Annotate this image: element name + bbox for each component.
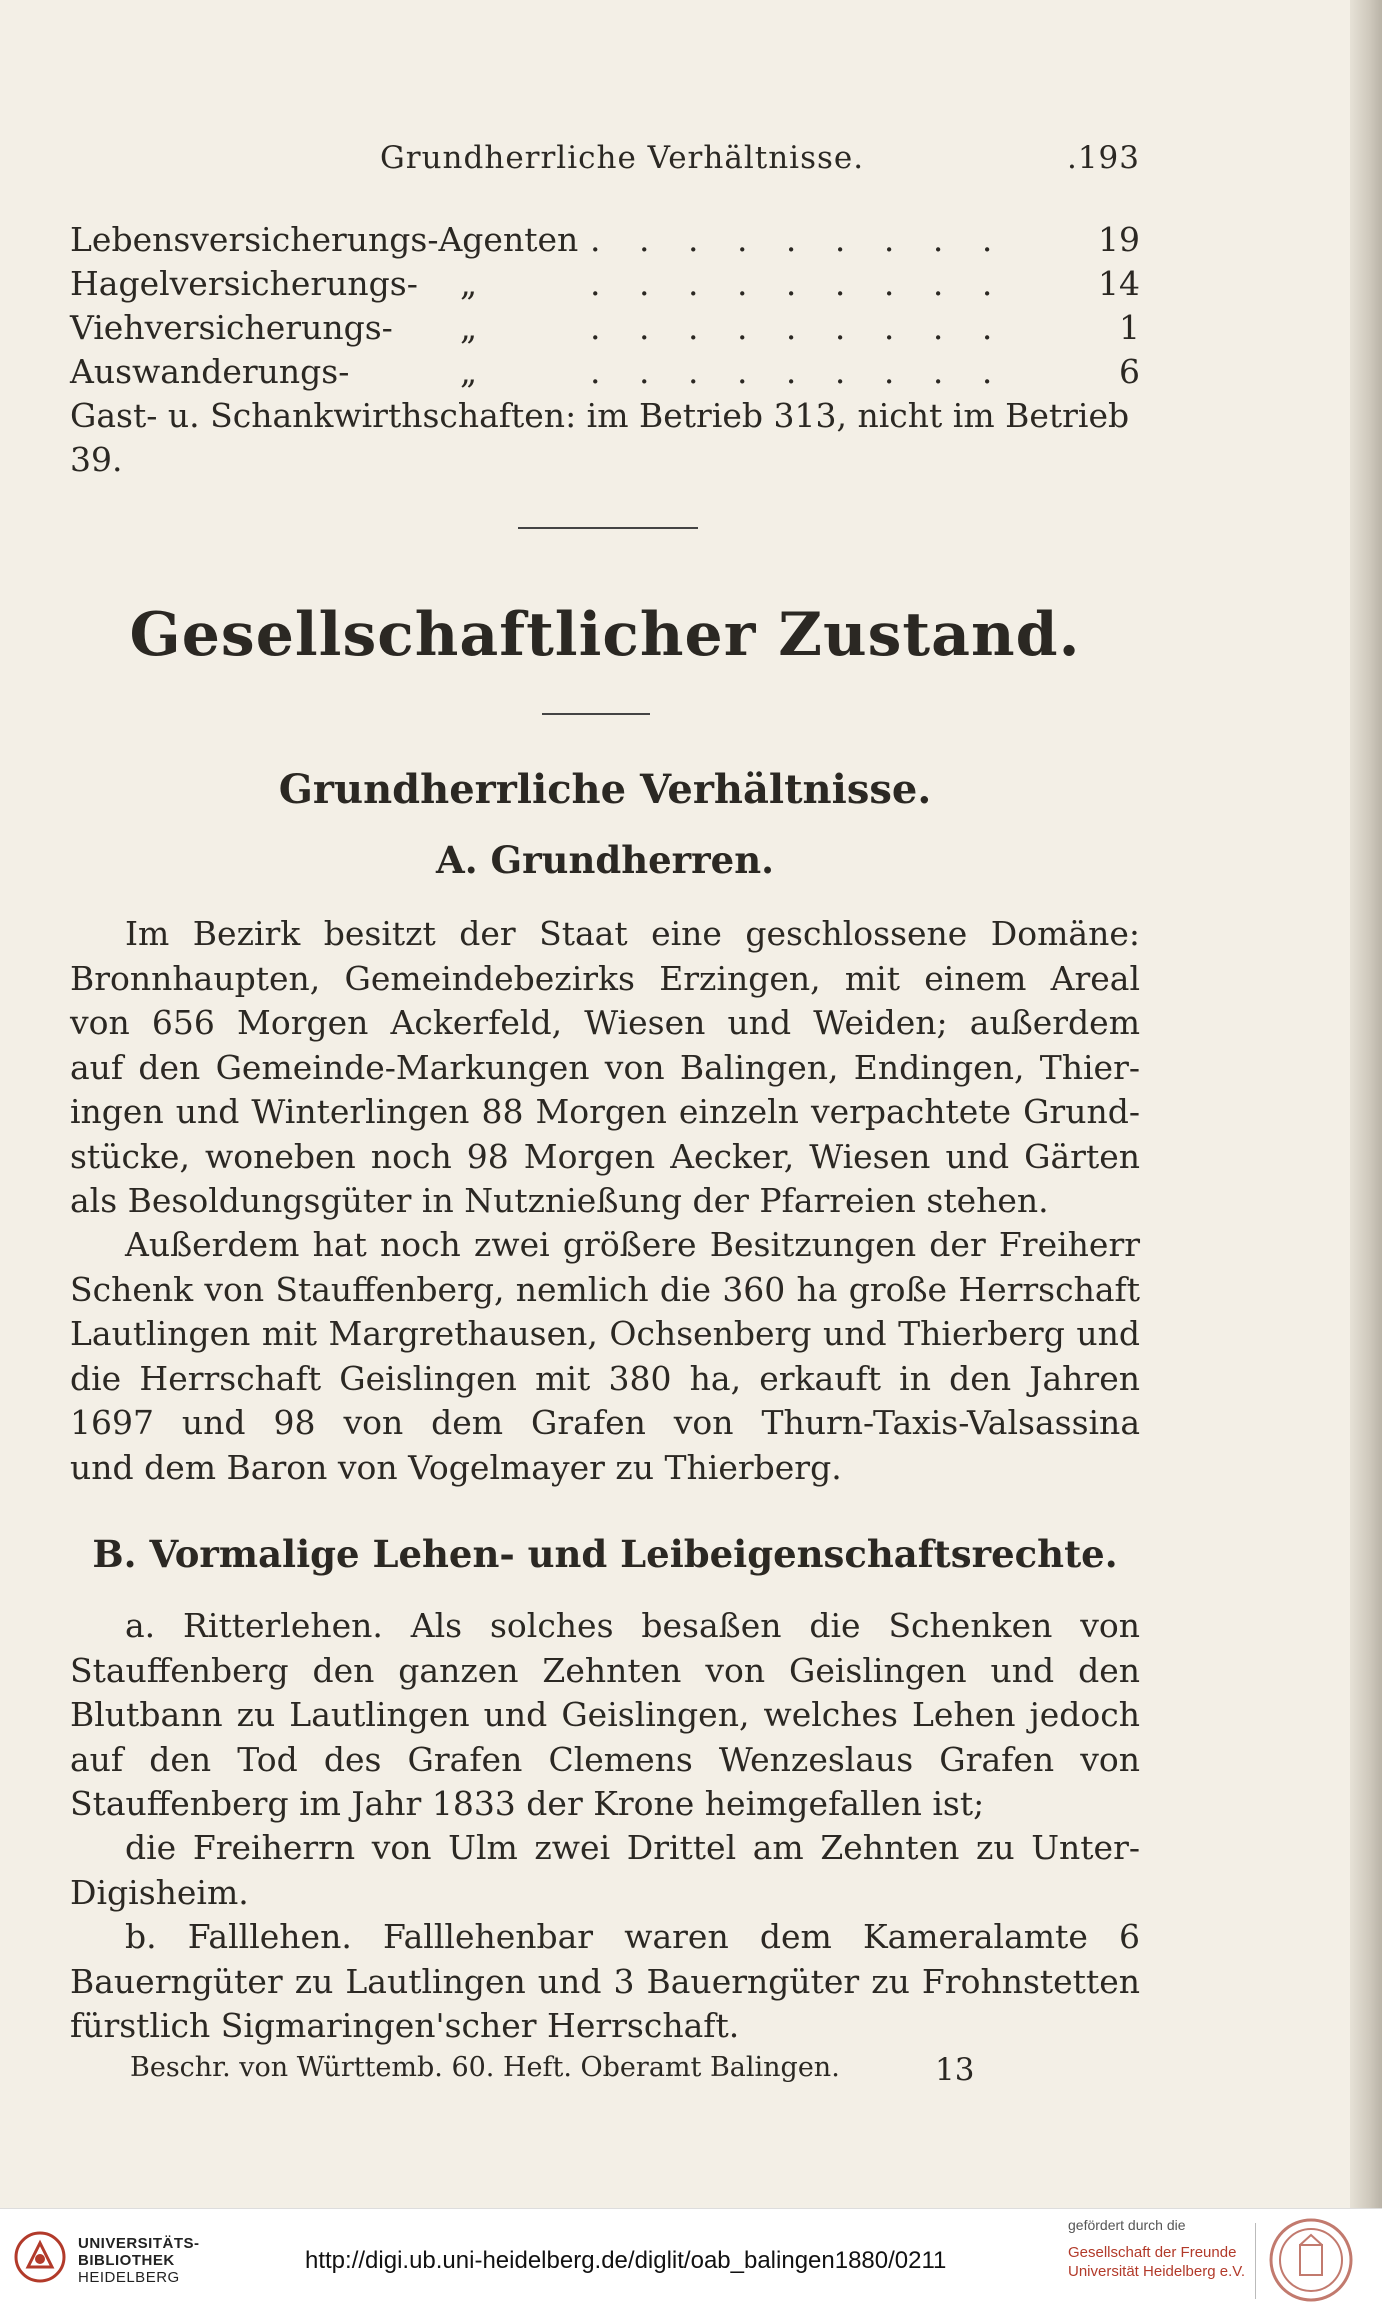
list-item: Viehversicherungs- „ . . . . . . . . . 1 [70,308,1140,347]
divider [518,527,698,529]
digitization-banner [0,2208,1382,2310]
signature-text: Beschr. von Württemb. 60. Heft. Oberamt Balingen. [130,2052,840,2083]
running-head-title: Grundherrliche Verhältnisse. [380,140,865,176]
section-heading-a: A. Grundherren. [436,838,774,882]
permalink-url[interactable]: http://digi.ub.uni-heidelberg.de/diglit/oab_balingen1880/0211 [305,2247,947,2274]
list-item: Gast- u. Schankwirthschaften: im Betrieb 313, nicht im Betrieb 39. [70,396,1130,479]
main-heading: Gesellschaftlicher Zustand. [129,600,1081,670]
scan-page-edge [1350,0,1382,2208]
university-library-logo-icon [14,2231,66,2283]
sheet-number: 13 [935,2052,975,2088]
paragraph: die Freiherrn von Ulm zwei Drittel am Zehnten zu Unter- Digisheim. [70,1828,1140,1912]
paragraph: a. Ritterlehen. Als solches besaßen die Schenken von Stauffenberg den ganzen Zehnten von Geislingen und den Blutbann zu Lautlingen und Geislingen, welches Lehen jedoch auf den Tod des Grafen Clemens Wenzeslaus Grafen von Stauffenberg im Jahr 1833 der Krone heimgefallen ist; [70,1606,1140,1823]
paragraph: b. Falllehen. Falllehenbar waren dem Kameralamte 6 Bauerngüter zu Lautlingen und 3 Bauerngüter zu Frohnstetten fürstlich Sigmaringen'scher Herrschaft. [70,1917,1140,2045]
page-number: .193 [1066,140,1140,176]
divider [1255,2223,1256,2299]
book-page [70,0,1140,2208]
library-name: UNIVERSITÄTS- BIBLIOTHEK HEIDELBERG [78,2235,200,2286]
university-seal-icon [1268,2217,1354,2303]
paragraph: Außerdem hat noch zwei größere Besitzungen der Freiherr Schenk von Stauffenberg, nemlich die 360 ha große Herrschaft Lautlingen mit Margrethausen, Ochsenberg und Thierberg und die Herrschaft Geislingen mit 380 ha, erkauft in den Jahren 1697 und 98 von dem Grafen von Thurn-Taxis-Valsassina und dem Baron von Vogelmayer zu Thierberg. [70,1225,1140,1487]
section-heading-b: B. Vormalige Lehen- und Leibeigenschaftsrechte. [92,1532,1118,1576]
statistics-list [70,218,1140,479]
sponsor-text: gefördert durch die Gesellschaft der Freunde Universität Heidelberg e.V. [1068,2217,1246,2280]
divider [542,713,650,715]
list-item: Hagelversicherungs- „ . . . . . . . . . 14 [70,264,1140,303]
paragraph: Im Bezirk besitzt der Staat eine geschlossene Domäne: Bronnhaupten, Gemeindebezirks Erzingen, mit einem Areal von 656 Morgen Ackerfeld, Wiesen und Weiden; außerdem auf den Gemeinde-Markungen von Balingen, Endingen, Thier- ingen und Winterlingen 88 Morgen einzeln verpachtete Grund- stücke, woneben noch 98 Morgen Aecker, Wiesen und Gärten als Besoldungsgüter in Nutznießung der Pfarreien stehen. [70,914,1140,1220]
list-item: Auswanderungs- „ . . . . . . . . . 6 [70,352,1140,391]
list-item: Lebensversicherungs-Agenten . . . . . . . . . 19 [70,220,1140,259]
sub-heading: Grundherrliche Verhältnisse. [278,766,932,813]
